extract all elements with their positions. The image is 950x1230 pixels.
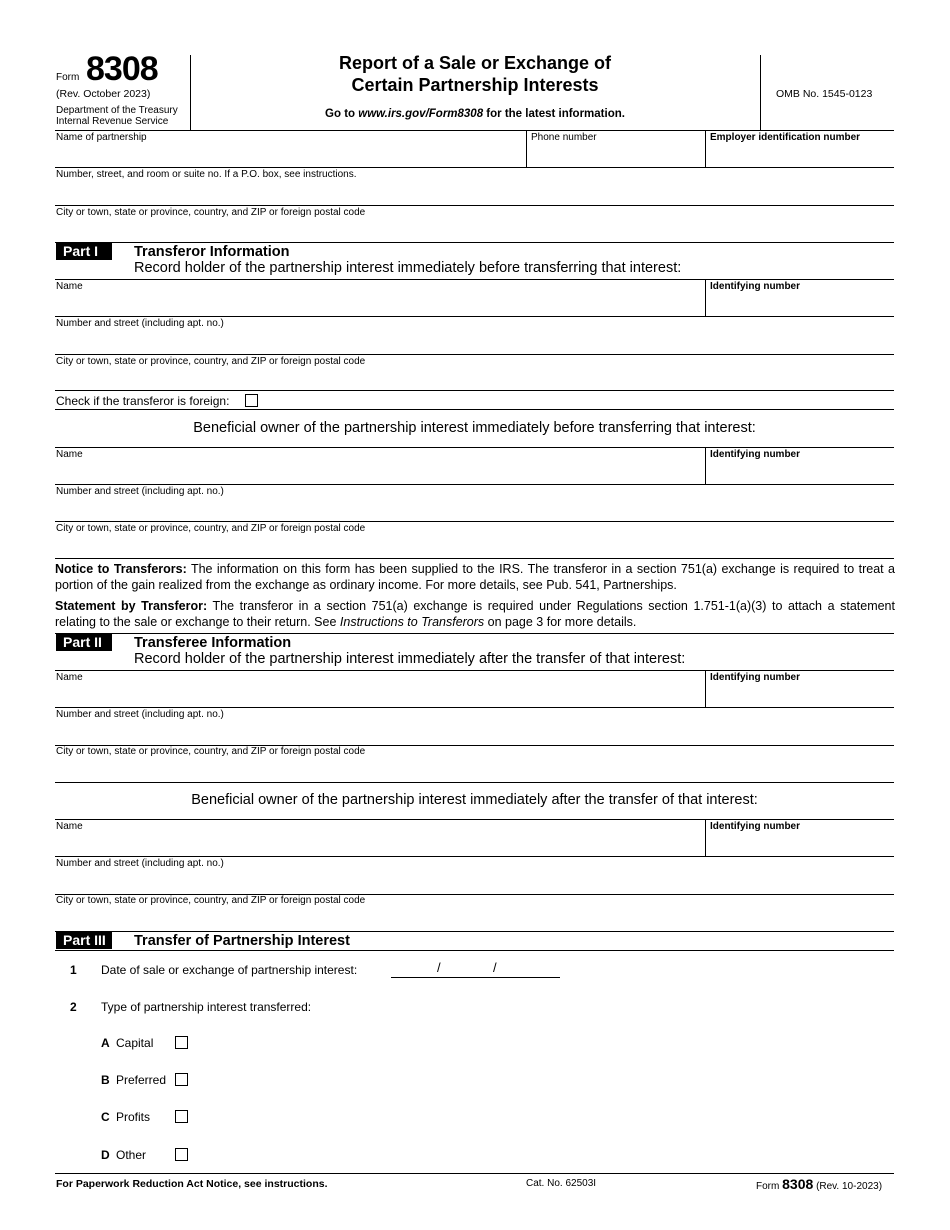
option-preferred-label: Preferred (116, 1073, 167, 1087)
partnership-city-field[interactable] (55, 218, 894, 242)
transferee-id-field[interactable] (706, 683, 894, 707)
part-3-tag: Part III (56, 932, 112, 949)
part-1-subtitle: Record holder of the partnership interest immediately before transferring that interest: (134, 260, 682, 276)
transferor-bo-id-field[interactable] (706, 460, 894, 484)
part-2-beneficial-heading: Beneficial owner of the partnership interest immediately after the transfer of that interest: (191, 792, 758, 808)
transferee-bo-city-field[interactable] (55, 906, 894, 930)
transferee-id-label: Identifying number (710, 672, 800, 683)
line-2-label: Type of partnership interest transferred: (101, 1000, 312, 1014)
goto-line: Go to www.irs.gov/Form8308 for the latest information. (325, 108, 625, 120)
date-separator-2: / (493, 960, 497, 975)
option-profits-label: Profits (116, 1110, 151, 1124)
service: Internal Revenue Service (56, 116, 169, 127)
sale-date-field[interactable] (391, 961, 560, 978)
phone-label: Phone number (531, 132, 597, 143)
other-checkbox[interactable] (175, 1148, 188, 1161)
partnership-city-label: City or town, state or province, country, and ZIP or foreign postal code (56, 207, 366, 218)
transferee-city-label: City or town, state or province, country, and ZIP or foreign postal code (56, 746, 366, 757)
transferee-bo-id-field[interactable] (706, 832, 894, 856)
line-1-label: Date of sale or exchange of partnership interest: (101, 963, 358, 977)
transferee-bo-street-label: Number and street (including apt. no.) (56, 858, 224, 869)
phone-field[interactable] (527, 142, 704, 166)
option-a-letter: A (101, 1036, 110, 1050)
part-1-title: Transferor Information (134, 244, 290, 260)
omb-number: OMB No. 1545-0123 (776, 88, 873, 100)
part-2-title: Transferee Information (134, 635, 292, 651)
transferee-name-field[interactable] (55, 683, 703, 707)
part-3-title: Transfer of Partnership Interest (134, 933, 350, 949)
catalog-number: Cat. No. 62503I (526, 1178, 597, 1189)
date-separator-1: / (437, 960, 441, 975)
partnership-street-label: Number, street, and room or suite no. If a P.O. box, see instructions. (56, 169, 357, 180)
footer-form-id: Form 8308 (Rev. 10-2023) (756, 1176, 883, 1192)
option-d-letter: D (101, 1148, 110, 1162)
option-c-letter: C (101, 1110, 110, 1124)
transferor-name-field[interactable] (55, 292, 703, 316)
transferor-bo-name-field[interactable] (55, 460, 703, 484)
transferor-city-label: City or town, state or province, country, and ZIP or foreign postal code (56, 356, 366, 367)
foreign-transferor-label: Check if the transferor is foreign: (56, 394, 230, 408)
transferee-city-field[interactable] (55, 757, 894, 781)
transferor-bo-id-label: Identifying number (710, 449, 800, 460)
department: Department of the Treasury (56, 105, 178, 116)
irs-url-link[interactable]: www.irs.gov/Form8308 (358, 108, 484, 120)
notice-to-transferors: Notice to Transferors: The information on this form has been supplied to the IRS. The transferor in a section 751(a) exchange is required to treat a portion of the gain realized from the exchange as ordinary income. For more details, see Pub. 541, Partnerships. (55, 562, 896, 592)
transferee-bo-city-label: City or town, state or province, country, and ZIP or foreign postal code (56, 895, 366, 906)
transferor-id-field[interactable] (706, 292, 894, 316)
transferor-street-label: Number and street (including apt. no.) (56, 318, 224, 329)
foreign-transferor-checkbox[interactable] (245, 394, 258, 407)
option-capital-label: Capital (116, 1036, 154, 1050)
transferee-bo-id-label: Identifying number (710, 821, 800, 832)
profits-checkbox[interactable] (175, 1110, 188, 1123)
form-title (190, 52, 760, 96)
transferor-bo-name-label: Name (56, 449, 83, 460)
preferred-checkbox[interactable] (175, 1073, 188, 1086)
paperwork-notice: For Paperwork Reduction Act Notice, see instructions. (56, 1178, 328, 1190)
transferee-name-label: Name (56, 672, 83, 683)
transferor-bo-street-label: Number and street (including apt. no.) (56, 486, 224, 497)
ein-field[interactable] (706, 142, 894, 166)
partnership-street-field[interactable] (55, 180, 894, 204)
transferor-id-label: Identifying number (710, 281, 800, 292)
form-number: 8308 (86, 50, 158, 88)
transferor-bo-street-field[interactable] (55, 497, 894, 521)
option-b-letter: B (101, 1073, 110, 1087)
ein-label: Employer identification number (710, 132, 861, 143)
part-1-tag: Part I (56, 243, 112, 260)
transferor-name-label: Name (56, 281, 83, 292)
part-2-tag: Part II (56, 634, 112, 651)
statement-by-transferor: Statement by Transferor: The transferor in a section 751(a) exchange is required under Regulations section 1.751-1(a)(3) to attach a statement relating to the sale or exchange to their return. See Instructions to Transferors on page 3 for more details. (55, 599, 895, 629)
title-line-2: Certain Partnership Interests (351, 75, 599, 95)
transferor-street-field[interactable] (55, 329, 894, 353)
transferee-bo-name-label: Name (56, 821, 83, 832)
partnership-name-label: Name of partnership (56, 132, 147, 143)
part-2-subtitle: Record holder of the partnership interest immediately after the transfer of that interest: (134, 651, 686, 667)
line-2-number: 2 (70, 1000, 77, 1014)
transferee-bo-name-field[interactable] (55, 832, 703, 856)
transferee-street-field[interactable] (55, 720, 894, 744)
title-line-1: Report of a Sale or Exchange of (338, 53, 612, 73)
option-other-label: Other (116, 1148, 147, 1162)
capital-checkbox[interactable] (175, 1036, 188, 1049)
line-1-number: 1 (70, 963, 77, 977)
transferee-street-label: Number and street (including apt. no.) (56, 709, 224, 720)
transferee-bo-street-field[interactable] (55, 869, 894, 893)
revision-date: (Rev. October 2023) (56, 88, 151, 100)
transferor-bo-city-label: City or town, state or province, country, and ZIP or foreign postal code (56, 523, 366, 534)
transferor-bo-city-field[interactable] (55, 534, 894, 558)
part-1-beneficial-heading: Beneficial owner of the partnership interest immediately before transferring that interest: (193, 420, 756, 436)
form-word: Form (56, 72, 80, 83)
transferor-city-field[interactable] (55, 367, 894, 390)
partnership-name-field[interactable] (55, 142, 525, 166)
